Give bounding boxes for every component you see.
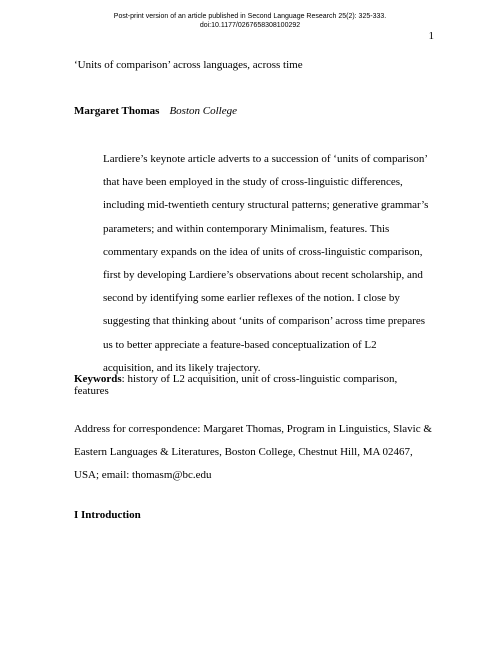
keywords-text: : history of L2 acquisition, unit of cross-linguistic comparison, features [74, 373, 398, 397]
author-line [74, 105, 237, 117]
author-affiliation: Boston College [169, 105, 237, 117]
author-name: Margaret Thomas [74, 105, 160, 117]
publication-note-line-1: Post-print version of an article published in Second Language Research 25(2): 325-333. [113, 13, 387, 20]
section-heading-introduction: I Introduction [74, 509, 141, 521]
page-number: 1 [428, 30, 434, 42]
article-title: ‘Units of comparison’ across languages, across time [74, 59, 303, 71]
publication-note [0, 12, 500, 30]
abstract: Lardiere’s keynote article adverts to a succession of ‘units of comparison’ that have been employed in the study of cross-linguistic differences, including mid-twentieth century structural patterns; generative grammar’s parameters; and within contemporary Minimalism, features. This commentary expands on the idea of units of cross-linguistic comparison, first by developing Lardiere’s observations about recent scholarship, and second by identifying some earlier reflexes of the notion. I close by suggesting that thinking about ‘units of comparison’ across time prepares us to better appreciate a feature-based conceptualization of L2 acquisition, and its likely trajectory. [103, 153, 429, 374]
correspondence-address: Address for correspondence: Margaret Thomas, Program in Linguistics, Slavic & Eastern Languages & Literatures, Boston College, Chestnut Hill, MA 02467, USA; email: thomasm@bc.edu [74, 423, 432, 482]
publication-note-doi: doi:10.1177/0267658308100292 [199, 22, 301, 29]
keywords [74, 373, 430, 397]
keywords-label: Keywords [74, 373, 122, 385]
